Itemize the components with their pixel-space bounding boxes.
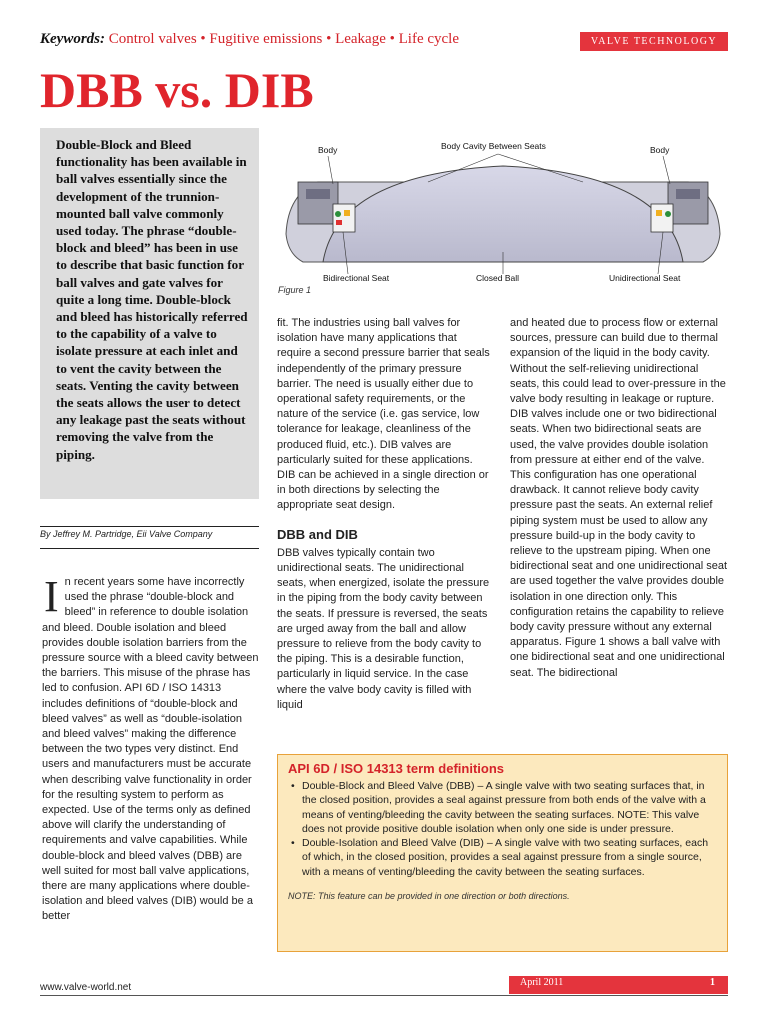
byline: By Jeffrey M. Partridge, Eii Valve Company (40, 529, 213, 539)
intro-box (40, 128, 259, 499)
body-column-3 (510, 316, 728, 681)
right-seal-green (665, 211, 671, 217)
definitions-box (277, 754, 728, 952)
footer-date: April 2011 (520, 977, 564, 988)
definitions-list (288, 779, 715, 879)
drop-cap: I (44, 572, 59, 621)
page-number: 1 (710, 977, 715, 988)
figure-caption: Figure 1 (278, 285, 312, 295)
figure-label-bidirectional-seat: Bidirectional Seat (323, 273, 390, 283)
left-seal-green (335, 211, 341, 217)
body-column-2 (277, 316, 494, 713)
leader-body-left (328, 156, 333, 184)
intro-text: Double-Block and Bleed functionality has been available in ball valves essentially since the development of the trunnion-mounted ball valve commonly used today. The phrase “double-block and bleed” has been in use to describe that basic function for ball valves and gate valves for quite a long time. Double-block and bleed has historically referred to the capability of a valve to isolate pressure at each inlet and to vent the cavity between the seats. Venting the cavity between the seats allows the user to detect any leakage past the seats without removing the valve from the piping. (56, 137, 248, 462)
definition-item-dib: • Double-Isolation and Bleed Valve (DIB) – A single valve with two seating surfaces, each of which, in the closed position, provides a seal against pressure from a single source, with a means of venting/bleeding the cavity between the seating surfaces. (288, 836, 715, 879)
figure-label-closed-ball: Closed Ball (476, 273, 519, 283)
column-2-para-2: DBB valves typically contain two unidirectional seats. The unidirectional seats, when energized, isolate the pressure in the piping from the body cavity between the seats. If pressure is reversed, the seats are urged away from the ball and allow pressure to relieve from the body cavity to the piping. This is a desirable function, particularly in liquid service. In the case where the valve body cavity is filled with liquid (277, 546, 490, 711)
body-column-1 (42, 572, 260, 925)
left-body-block (298, 182, 338, 224)
keywords-list: Control valves • Fugitive emissions • Leakage • Life cycle (108, 31, 460, 47)
column-2-para-1: fit. The industries using ball valves for isolation have many applications that require a second pressure barrier that seals independently of the primary pressure barrier. The need is usually either due to operational safety requirements, or the nature of the service (i.e. gas service, low tolerance for leakage, cleanliness of the produced fluid, etc.). DIB valves are particularly suited for these applications. DIB can be achieved in a single direction or in both directions by selecting the appropriate seat design. (277, 317, 490, 512)
left-seal-yellow (344, 210, 350, 216)
right-body-inner (676, 189, 700, 199)
byline-rule-top (40, 526, 259, 527)
figure-label-body-left: Body (318, 145, 338, 155)
column-1-text: n recent years some have incorrectly used the phrase “double-block and bleed” in reference to double isolation and bleed. Double isolation and bleed provides double isolation barriers from the pressure source with a bleed cavity between the barriers. This misuse of the phrase has led to confusion. API 6D / ISO 14313 includes definitions of “double-block and bleed valves” as well as “double-isolation and bleed valves” making the difference between the two types very distinct. End users and manufacturers must be accurate when describing valve functionality in order for the resulting system to perform as expected. Use of the terms only as defined above will clarify the understanding of requirements and valve capabilities. While double-block and bleed valves (DBB) are well suited for most ball valve applications, there are many applications where double-isolation and bleed valves (DIB) would be a better (42, 576, 259, 923)
definition-item-dbb: • Double-Block and Bleed Valve (DBB) – A single valve with two seating surfaces that, in the closed position, provides a seal against pressure from both ends of the valve with a means of venting/bleeding the cavity between the seating surfaces. NOTE: This valve does not provide positive double isolation when only one side is under pressure. (288, 779, 715, 836)
left-seal-red (336, 220, 342, 225)
section-tab: VALVE TECHNOLOGY (580, 32, 728, 51)
figure-label-body-right: Body (650, 145, 670, 155)
bidirectional-seat-shape (333, 204, 355, 232)
definitions-note: NOTE: This feature can be provided in one direction or both directions. (288, 891, 570, 902)
closed-ball-shape (323, 166, 683, 262)
figure-label-body-cavity: Body Cavity Between Seats (441, 141, 546, 151)
footer-rule (40, 995, 728, 996)
definitions-title: API 6D / ISO 14313 term definitions (288, 761, 505, 776)
column-3-para-2: DIB valves include one or two bidirectional seats. When two bidirectional seats are used, the valve provides double isolation from pressure at either end of the valve. This configuration has one operational drawback. It cannot relieve body cavity pressure past the seats. An external relief piping system must be used to allow any pressure build-up in the body cavity to relieve to the upstream piping. When one bidirectional seat and one unidirectional seat are used together the valve provides double isolation in one direction only. This configuration retains the capability to relieve body cavity pressure without any external apparatus. Figure 1 shows a ball valve with one bidirectional seat and one unidirectional seat. The bidirectional (510, 408, 728, 679)
byline-rule-bottom (40, 548, 259, 549)
footer-url[interactable]: www.valve-world.net (40, 982, 132, 993)
column-3-para-1: and heated due to process flow or external sources, pressure can build due to thermal expansion of the liquid in the body cavity. Without the self-relieving unidirectional seats, this could lead to over-pressure in the valve body resulting in leakage or rupture. (510, 317, 726, 406)
article-title: DBB vs. DIB (40, 62, 314, 118)
right-seal-yellow (656, 210, 662, 216)
keywords-label: Keywords: (40, 31, 105, 47)
left-body-inner (306, 189, 330, 199)
figure-label-unidirectional-seat: Unidirectional Seat (609, 273, 681, 283)
ball-valve-figure (278, 134, 728, 284)
keywords-line (40, 31, 459, 48)
unidirectional-seat-shape (651, 204, 673, 232)
leader-body-right (663, 156, 670, 184)
right-body-block (668, 182, 708, 224)
section-heading-dbb-dib: DBB and DIB (277, 526, 358, 542)
